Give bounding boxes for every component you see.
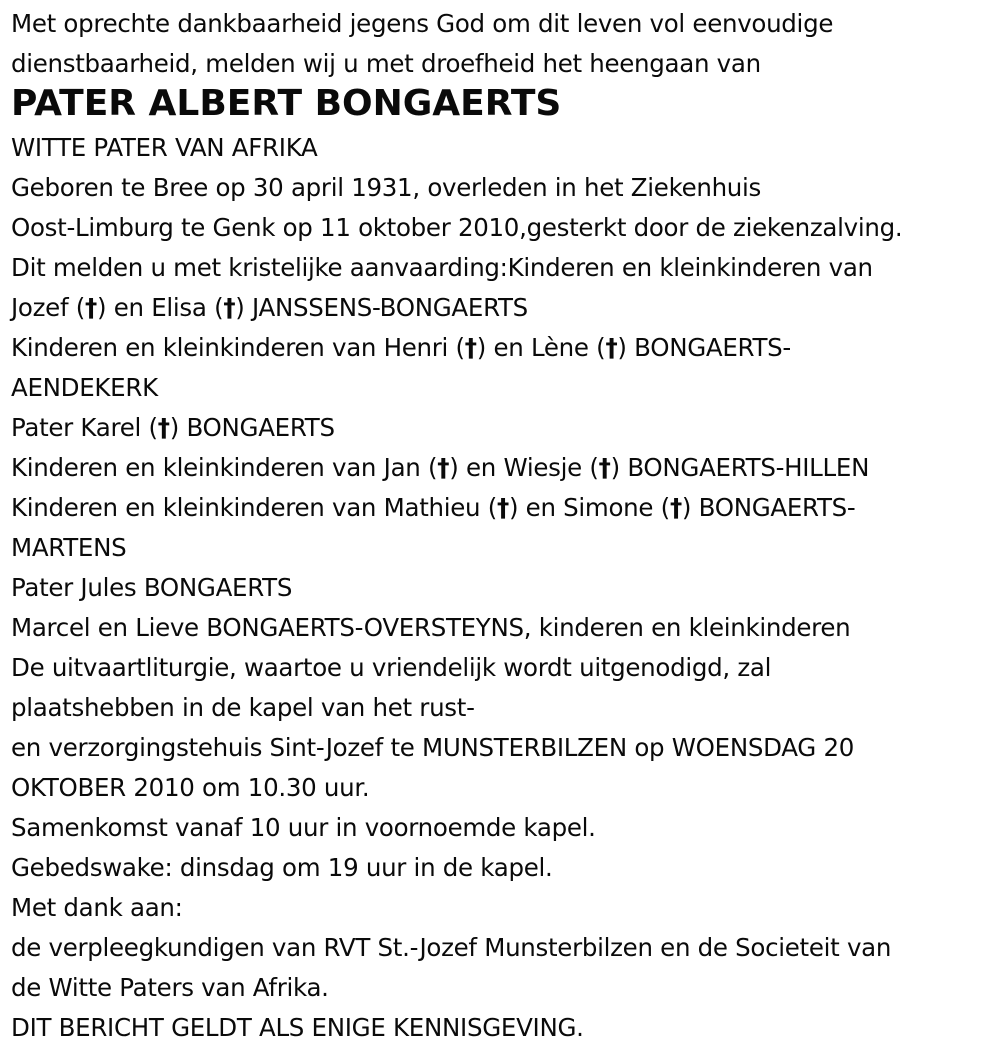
- family-line-4: Pater Karel (†) BONGAERTS: [11, 413, 335, 442]
- family-line-9: Marcel en Lieve BONGAERTS-OVERSTEYNS, kinderen en kleinkinderen: [11, 613, 851, 642]
- thanks-line-1: Met dank aan:: [11, 893, 183, 922]
- family-line-1: Jozef (†) en Elisa (†) JANSSENS-BONGAERTS: [11, 293, 528, 322]
- cross-icon: †: [496, 493, 509, 522]
- funeral-line-4: OKTOBER 2010 om 10.30 uur.: [11, 773, 370, 802]
- cross-icon: †: [464, 333, 477, 362]
- funeral-line-1: De uitvaartliturgie, waartoe u vriendelijk wordt uitgenodigd, zal: [11, 653, 772, 682]
- intro-line-2: dienstbaarheid, melden wij u met droefheid het heengaan van: [11, 49, 761, 78]
- thanks-line-2: de verpleegkundigen van RVT St.-Jozef Munsterbilzen en de Societeit van: [11, 933, 892, 962]
- deceased-name: PATER ALBERT BONGAERTS: [11, 83, 562, 124]
- funeral-line-5: Samenkomst vanaf 10 uur in voornoemde kapel.: [11, 813, 596, 842]
- family-line-3: AENDEKERK: [11, 373, 158, 402]
- cross-icon: †: [598, 453, 611, 482]
- cross-icon: †: [223, 293, 236, 322]
- birth-death-line-1: Geboren te Bree op 30 april 1931, overleden in het Ziekenhuis: [11, 173, 762, 202]
- death-notice: [11, 4, 996, 1048]
- intro-line-1: Met oprechte dankbaarheid jegens God om dit leven vol eenvoudige: [11, 9, 834, 38]
- cross-icon: †: [605, 333, 618, 362]
- announcement: Dit melden u met kristelijke aanvaarding:Kinderen en kleinkinderen van: [11, 253, 873, 282]
- funeral-line-6: Gebedswake: dinsdag om 19 uur in de kapel.: [11, 853, 553, 882]
- family-line-7: MARTENS: [11, 533, 127, 562]
- family-line-5: Kinderen en kleinkinderen van Jan (†) en Wiesje (†) BONGAERTS-HILLEN: [11, 453, 870, 482]
- subtitle: WITTE PATER VAN AFRIKA: [11, 133, 318, 162]
- family-line-8: Pater Jules BONGAERTS: [11, 573, 293, 602]
- birth-death-line-2: Oost-Limburg te Genk op 11 oktober 2010,gesterkt door de ziekenzalving.: [11, 213, 903, 242]
- thanks-line-3: de Witte Paters van Afrika.: [11, 973, 329, 1002]
- cross-icon: †: [669, 493, 682, 522]
- cross-icon: †: [85, 293, 97, 322]
- cross-icon: †: [437, 453, 450, 482]
- family-line-2: Kinderen en kleinkinderen van Henri (†) en Lène (†) BONGAERTS-: [11, 333, 791, 362]
- cross-icon: †: [157, 413, 170, 442]
- funeral-line-2: plaatshebben in de kapel van het rust-: [11, 693, 475, 722]
- family-line-6: Kinderen en kleinkinderen van Mathieu (†) en Simone (†) BONGAERTS-: [11, 493, 856, 522]
- funeral-line-3: en verzorgingstehuis Sint-Jozef te MUNSTERBILZEN op WOENSDAG 20: [11, 733, 855, 762]
- closing-line: DIT BERICHT GELDT ALS ENIGE KENNISGEVING.: [11, 1013, 584, 1042]
